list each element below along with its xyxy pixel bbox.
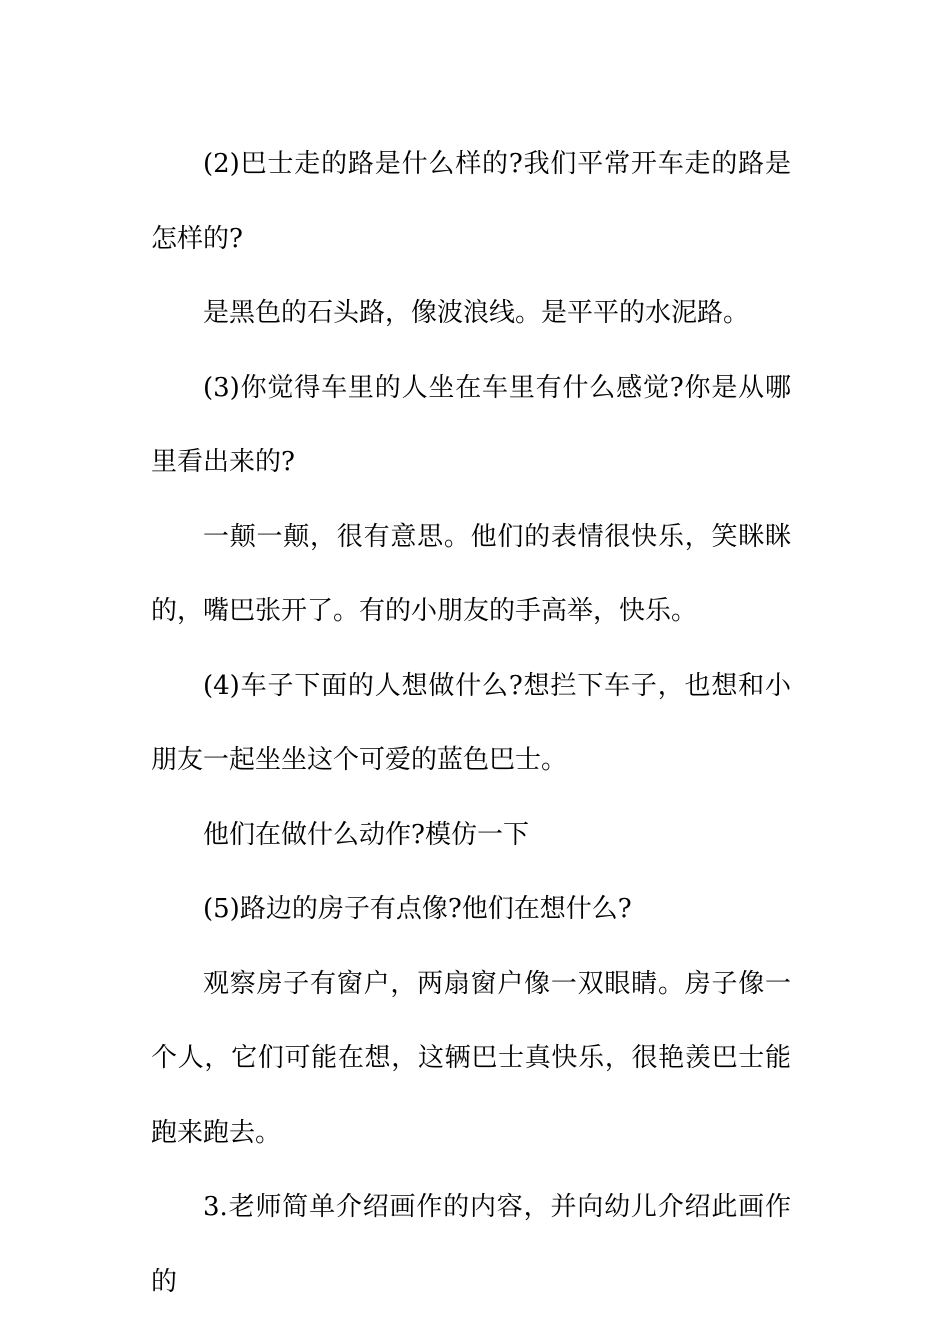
paragraph-question-3: (3)你觉得车里的人坐在车里有什么感觉?你是从哪里看出来的? — [151, 372, 791, 477]
paragraph-answer-5: 观察房子有窗户，两扇窗户像一双眼睛。房子像一个人，它们可能在想，这辆巴士真快乐，很艳羡巴士能跑来跑去。 — [151, 968, 791, 1148]
paragraph-step-3: 3.老师简单介绍画作的内容，并向幼儿介绍此画作的 — [151, 1192, 791, 1297]
paragraph-question-5: (5)路边的房子有点像?他们在想什么? — [203, 894, 632, 924]
paragraph-question-2: (2)巴士走的路是什么样的?我们平常开车走的路是怎样的? — [151, 149, 791, 254]
paragraph-prompt-4: 他们在做什么动作?模仿一下 — [203, 819, 529, 850]
paragraph-question-4: (4)车子下面的人想做什么?想拦下车子，也想和小朋友一起坐坐这个可爱的蓝色巴士。 — [151, 670, 791, 775]
paragraph-answer-3: 一颠一颠，很有意思。他们的表情很快乐，笑眯眯的，嘴巴张开了。有的小朋友的手高举，快乐。 — [151, 521, 791, 626]
document-body — [151, 127, 791, 1319]
paragraph-answer-2: 是黑色的石头路，像波浪线。是平平的水泥路。 — [203, 298, 750, 328]
